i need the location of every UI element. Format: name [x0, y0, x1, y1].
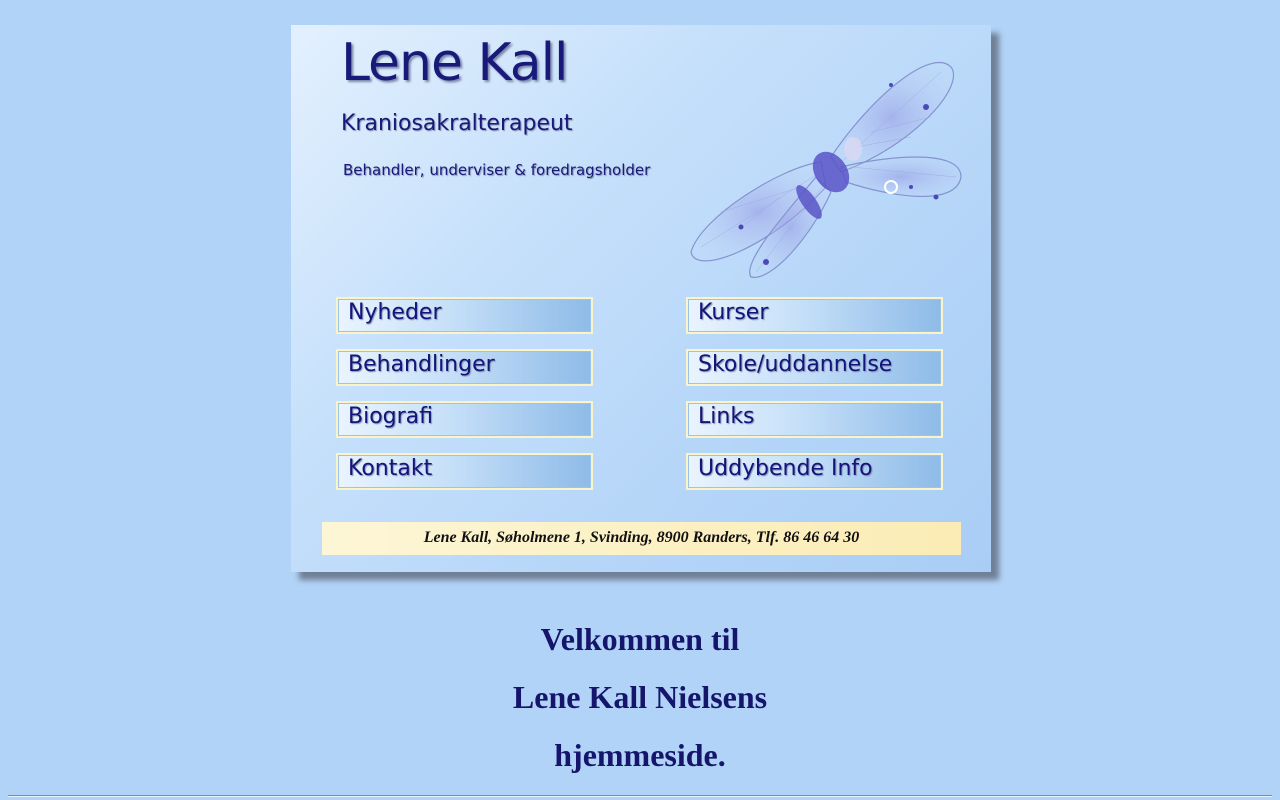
- nav-button-biografi[interactable]: [336, 401, 593, 438]
- nav-button-kontakt[interactable]: [336, 453, 593, 490]
- nav-label: Kurser: [698, 300, 769, 325]
- welcome-line-2: Lene Kall Nielsens: [512, 679, 768, 715]
- welcome-line-1: Velkommen til: [540, 621, 740, 657]
- nav-label: Uddybende Info: [698, 456, 873, 481]
- header-banner: [291, 25, 991, 572]
- dragonfly-image: [681, 37, 971, 287]
- nav-button-kurser[interactable]: [686, 297, 943, 334]
- address-bar: Lene Kall, Søholmene 1, Svinding, 8900 Randers, Tlf. 86 46 64 30: [322, 522, 961, 555]
- nav-label: Nyheder: [348, 300, 442, 325]
- nav-label: Skole/uddannelse: [698, 352, 893, 377]
- nav-button-skole-uddannelse[interactable]: [686, 349, 943, 386]
- nav-label: Kontakt: [348, 456, 433, 481]
- nav-label: Behandlinger: [348, 352, 495, 377]
- logo-subtitle: Kraniosakralterapeut: [341, 111, 573, 136]
- logo-title: Lene Kall: [341, 33, 568, 93]
- welcome-heading: [0, 610, 1280, 784]
- logo-tagline: Behandler, underviser & foredragsholder: [343, 161, 651, 179]
- nav-button-uddybende-info[interactable]: [686, 453, 943, 490]
- nav-button-links[interactable]: [686, 401, 943, 438]
- nav-button-nyheder[interactable]: [336, 297, 593, 334]
- nav-label: Biografi: [348, 404, 434, 429]
- nav-button-behandlinger[interactable]: [336, 349, 593, 386]
- banner-panel: [291, 25, 991, 572]
- horizontal-rule: [8, 795, 1272, 797]
- nav-label: Links: [698, 404, 755, 429]
- welcome-line-3: hjemmeside.: [554, 737, 726, 773]
